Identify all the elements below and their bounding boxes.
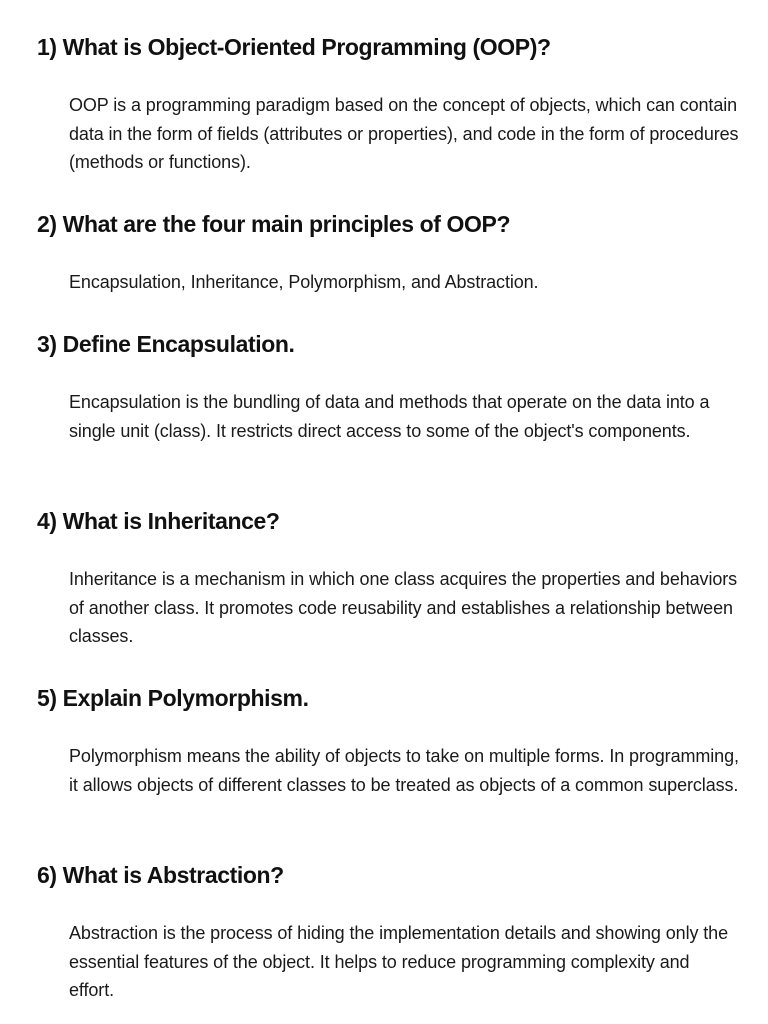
- question-heading: 6) What is Abstraction?: [37, 862, 284, 888]
- question-heading: 4) What is Inheritance?: [37, 508, 280, 534]
- answer-text: Abstraction is the process of hiding the implementation details and showing only the essential features of the object. It helps to reduce programming complexity and effort.: [69, 923, 728, 1001]
- answer-text: OOP is a programming paradigm based on the concept of objects, which can contain data in the form of fields (attributes or properties), and code in the form of procedures (methods or functions).: [69, 95, 739, 173]
- question-heading: 2) What are the four main principles of OOP?: [37, 211, 511, 237]
- answer-text: Encapsulation is the bundling of data and methods that operate on the data into a single unit (class). It restricts direct access to some of the object's components.: [69, 392, 710, 441]
- answer-text: Encapsulation, Inheritance, Polymorphism, and Abstraction.: [69, 272, 539, 292]
- question-heading: 5) Explain Polymorphism.: [37, 685, 309, 711]
- question-heading: 1) What is Object-Oriented Programming (OOP)?: [37, 34, 551, 60]
- answer-text: Polymorphism means the ability of objects to take on multiple forms. In programming, it allows objects of different classes to be treated as objects of a common superclass.: [69, 746, 739, 795]
- question-heading: 3) Define Encapsulation.: [37, 331, 295, 357]
- answer-text: Inheritance is a mechanism in which one class acquires the properties and behaviors of another class. It promotes code reusability and establishes a relationship between classes.: [69, 569, 738, 647]
